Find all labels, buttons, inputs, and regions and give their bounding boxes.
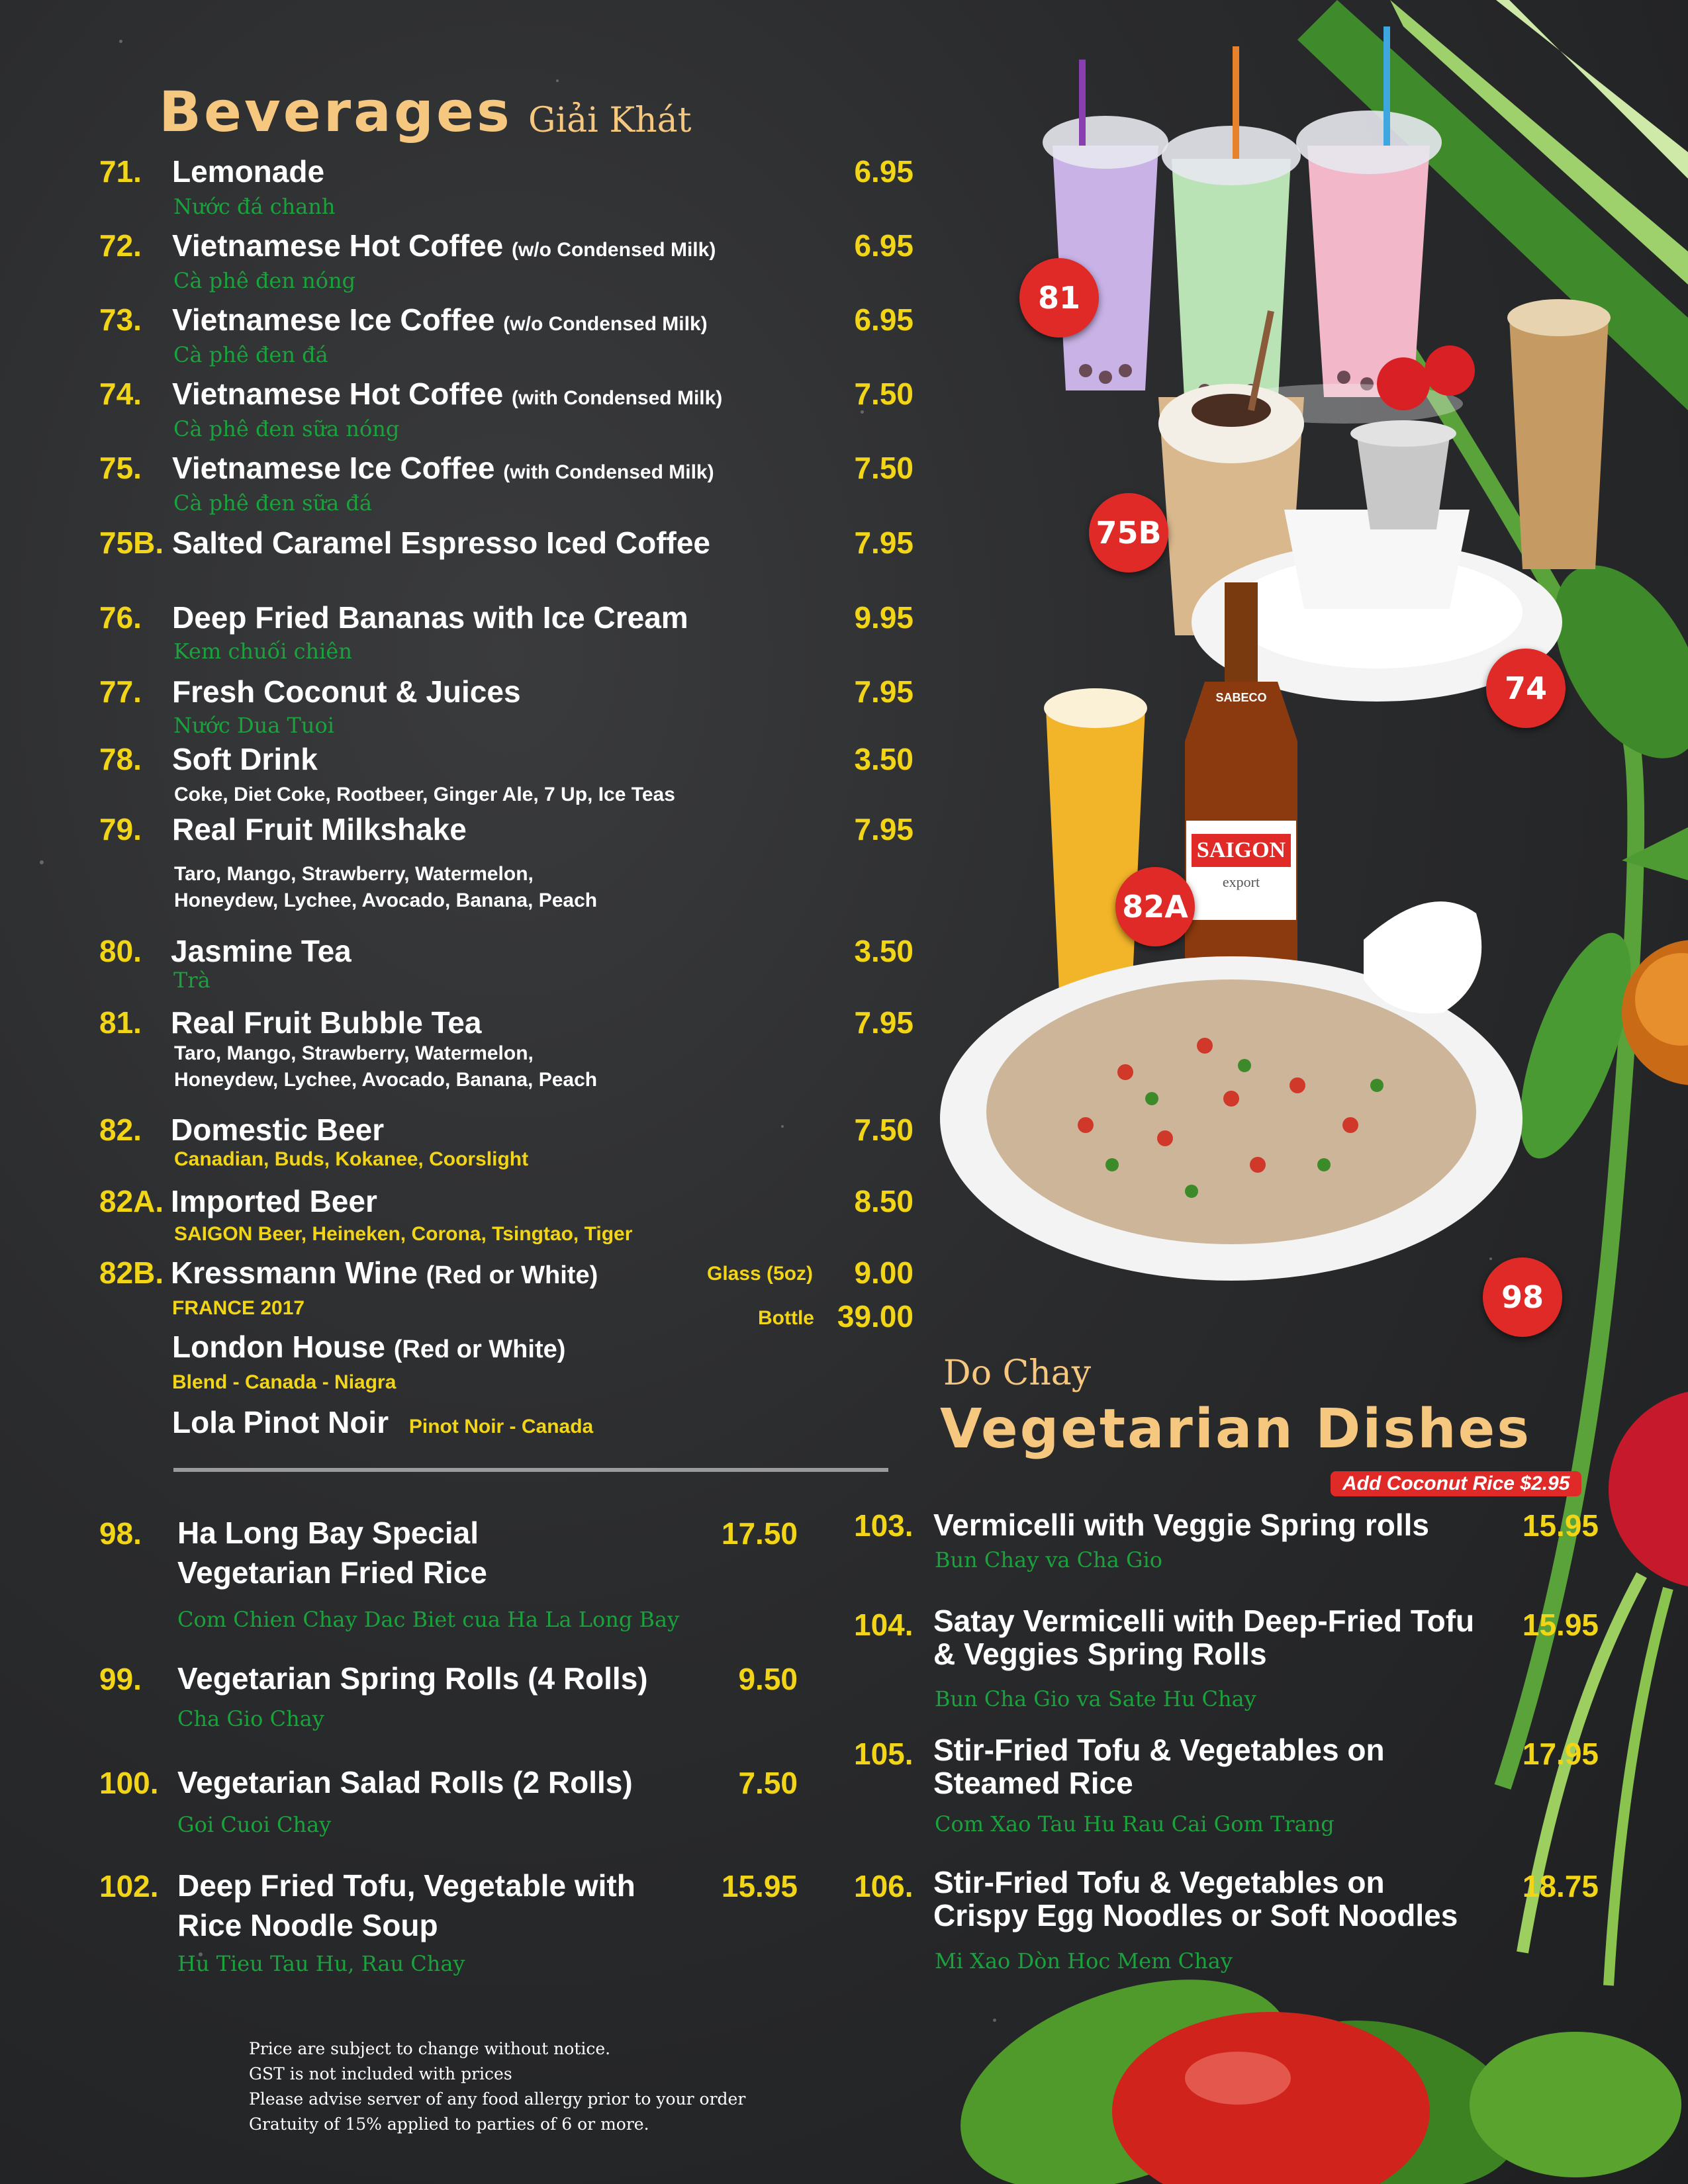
item-vietnamese: Hu Tieu Tau Hu, Rau Chay [177, 1951, 465, 1976]
badge-75b: 75B [1089, 493, 1168, 572]
item-description-line1: Taro, Mango, Strawberry, Watermelon, [174, 1042, 534, 1064]
footer-line: Price are subject to change without notice. [249, 2039, 611, 2058]
item-name: Ha Long Bay Special Vegetarian Fried Rice [177, 1516, 487, 1590]
item-name: Lemonade [172, 154, 325, 189]
item-name: Soft Drink [172, 742, 318, 776]
beer-label-top: SABECO [1215, 691, 1267, 704]
item-name: Jasmine Tea [171, 934, 352, 968]
item-description-line2: Honeydew, Lychee, Avocado, Banana, Peach [174, 889, 598, 911]
item-vietnamese: Cà phê đen nóng [173, 268, 356, 293]
item-name: Vegetarian Salad Rolls (2 Rolls) [177, 1765, 633, 1799]
badge-81: 81 [1019, 258, 1099, 338]
item-vietnamese: Cà phê đen sữa nóng [173, 416, 400, 441]
item-vietnamese: Com Chien Chay Dac Biet cua Ha La Long Bay [177, 1607, 680, 1632]
item-name: Vermicelli with Veggie Spring rolls [933, 1508, 1430, 1542]
item-vietnamese: Mi Xao Dòn Hoc Mem Chay [935, 1948, 1233, 1974]
footer-line: GST is not included with prices [249, 2064, 512, 2083]
item-name: Vietnamese Hot Coffee (with Condensed Milk) [172, 377, 723, 411]
item-number: 75B. [99, 525, 164, 560]
item-name: Stir-Fried Tofu & Vegetables on Steamed Rice [933, 1733, 1385, 1800]
item-name: Deep Fried Bananas with Ice Cream [172, 600, 688, 635]
item-number: 102. [99, 1869, 159, 1903]
badge-98: 98 [1483, 1257, 1562, 1337]
item-name: Real Fruit Milkshake [172, 812, 467, 846]
item-note: Pinot Noir - Canada [408, 1416, 594, 1437]
item-number: 79. [99, 812, 142, 846]
item-name: Fresh Coconut & Juices [172, 674, 521, 709]
item-description: SAIGON Beer, Heineken, Corona, Tsingtao, Tiger [174, 1223, 633, 1245]
item-price: 7.50 [854, 377, 914, 411]
item-price: 7.95 [854, 1005, 914, 1040]
item-vietnamese: Cà phê đen sữa đá [173, 490, 372, 516]
footer-notes [249, 2036, 745, 2137]
vegetarian-title: Vegetarian Dishes [940, 1398, 1532, 1461]
item-name: Kressmann Wine (Red or White) [171, 1255, 598, 1290]
item-price: 7.95 [854, 525, 914, 560]
item-note: (with Condensed Milk) [511, 387, 723, 409]
item-number: 105. [854, 1737, 914, 1771]
item-name: Domestic Beer [171, 1113, 385, 1147]
item-description-line2: Honeydew, Lychee, Avocado, Banana, Peach [174, 1069, 598, 1091]
item-number: 75. [99, 451, 142, 485]
item-note: (w/o Condensed Milk) [511, 239, 716, 261]
item-description: Canadian, Buds, Kokanee, Coorslight [174, 1148, 529, 1170]
item-vietnamese: Nước Dua Tuoi [173, 713, 334, 738]
item-name: Salted Caramel Espresso Iced Coffee [172, 525, 710, 560]
item-number: 82B. [99, 1255, 164, 1290]
beer-label-sub: export [1222, 874, 1260, 890]
item-price: 7.95 [854, 674, 914, 709]
item-vietnamese: Trà [173, 968, 211, 993]
item-price: 17.95 [1522, 1737, 1599, 1771]
item-description: Coke, Diet Coke, Rootbeer, Ginger Ale, 7 Up, Ice Teas [174, 784, 675, 805]
item-number: 74. [99, 377, 142, 411]
item-price: 6.95 [854, 228, 914, 263]
item-vietnamese: Cà phê đen đá [173, 342, 328, 367]
item-price: 9.50 [738, 1662, 798, 1696]
item-vietnamese: Bun Chay va Cha Gio [935, 1547, 1163, 1572]
item-vietnamese: Com Xao Tau Hu Rau Cai Gom Trang [935, 1811, 1335, 1837]
vegetarian-title-vi: Do Chay [943, 1353, 1092, 1393]
item-number: 100. [99, 1766, 159, 1800]
footer-line: Please advise server of any food allergy prior to your order [249, 2089, 746, 2109]
item-number: 82A. [99, 1184, 164, 1218]
add-coconut-rice-ribbon: Add Coconut Rice $2.95 [1331, 1471, 1581, 1496]
item-price: 7.95 [854, 812, 914, 846]
item-number: 106. [854, 1869, 914, 1903]
item-note: (Red or White) [426, 1261, 598, 1289]
item-number: 78. [99, 742, 142, 776]
item-price: 17.50 [721, 1516, 798, 1551]
bottle-label: Bottle [758, 1307, 814, 1329]
item-note: (w/o Condensed Milk) [503, 313, 708, 335]
item-number: 73. [99, 302, 142, 337]
item-name: Vietnamese Ice Coffee (w/o Condensed Milk) [172, 302, 708, 337]
item-price: 8.50 [854, 1184, 914, 1218]
bottle-price: 39.00 [837, 1299, 914, 1334]
beer-label: SAIGON [1196, 838, 1286, 862]
item-name: Deep Fried Tofu, Vegetable with Rice Noodle Soup [177, 1868, 635, 1942]
item-price: 3.50 [854, 742, 914, 776]
item-description-line1: Taro, Mango, Strawberry, Watermelon, [174, 863, 534, 885]
item-number: 76. [99, 600, 142, 635]
item-price: 6.95 [854, 302, 914, 337]
item-name: Imported Beer [171, 1184, 377, 1218]
item-name: Real Fruit Bubble Tea [171, 1005, 482, 1040]
item-number: 99. [99, 1662, 142, 1696]
glass-label: Glass (5oz) [707, 1263, 814, 1285]
glass-price: 9.00 [854, 1255, 914, 1290]
item-name: Satay Vermicelli with Deep-Fried Tofu & Veggies Spring Rolls [933, 1604, 1475, 1671]
item-name: Vegetarian Spring Rolls (4 Rolls) [177, 1661, 648, 1696]
item-price: 7.50 [854, 1113, 914, 1147]
item-price: 15.95 [721, 1869, 798, 1903]
item-note: (with Condensed Milk) [503, 461, 714, 483]
item-price: 9.95 [854, 600, 914, 635]
item-number: 71. [99, 154, 142, 189]
badge-82a: 82A [1115, 867, 1195, 946]
item-number: 82. [99, 1113, 142, 1147]
item-price: 7.50 [854, 451, 914, 485]
item-number: 72. [99, 228, 142, 263]
item-price: 15.95 [1522, 1608, 1599, 1642]
item-note: (Red or White) [393, 1336, 566, 1363]
item-number: 77. [99, 674, 142, 709]
item-name: Vietnamese Hot Coffee (w/o Condensed Milk) [172, 228, 716, 263]
item-name: London House (Red or White) [172, 1330, 566, 1364]
item-vietnamese: Kem chuối chiên [173, 639, 352, 664]
item-price: 7.50 [738, 1766, 798, 1800]
item-price: 15.95 [1522, 1508, 1599, 1543]
item-number: 104. [854, 1608, 914, 1642]
beverages-title-vi: Giải Khát [528, 101, 692, 140]
item-description: Blend - Canada - Niagra [172, 1371, 397, 1393]
item-vietnamese: Bun Cha Gio va Sate Hu Chay [935, 1686, 1256, 1711]
item-vietnamese: Nước đá chanh [173, 194, 336, 219]
item-price: 3.50 [854, 934, 914, 968]
footer-line: Gratuity of 15% applied to parties of 6 or more. [249, 2115, 649, 2134]
item-number: 81. [99, 1005, 142, 1040]
section-divider [173, 1468, 888, 1472]
item-vietnamese: Cha Gio Chay [177, 1706, 324, 1731]
beverages-title: Beverages [159, 79, 512, 144]
item-name: Stir-Fried Tofu & Vegetables on Crispy Egg Noodles or Soft Noodles [933, 1865, 1458, 1933]
item-vietnamese: Goi Cuoi Chay [177, 1812, 332, 1837]
item-name: Vietnamese Ice Coffee (with Condensed Milk) [172, 451, 714, 485]
item-number: 80. [99, 934, 142, 968]
item-price: 18.75 [1522, 1869, 1599, 1903]
item-description: FRANCE 2017 [172, 1297, 305, 1319]
item-name: Lola Pinot Noir Pinot Noir - Canada [172, 1405, 594, 1439]
item-price: 6.95 [854, 154, 914, 189]
badge-74: 74 [1486, 649, 1566, 728]
item-number: 103. [854, 1508, 914, 1543]
item-number: 98. [99, 1516, 142, 1551]
